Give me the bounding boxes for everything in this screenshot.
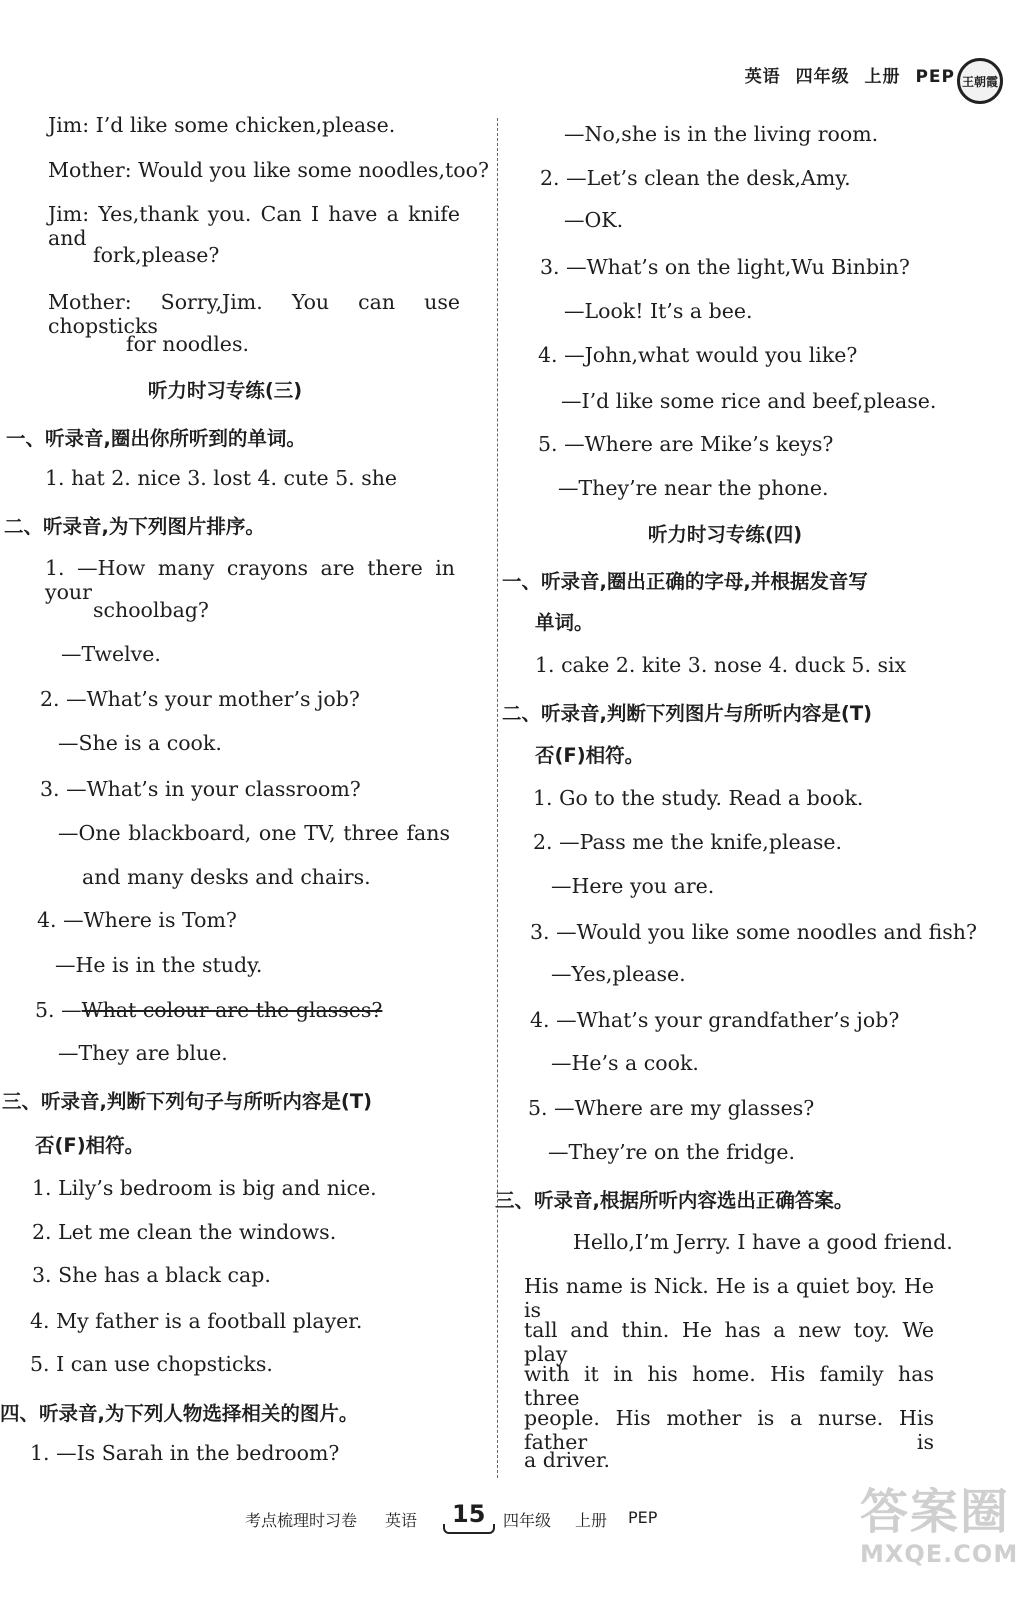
statement-line: 5. I can use chopsticks. (30, 1352, 273, 1376)
dialog-line: 1. —How many crayons are there in your (45, 556, 455, 604)
dialog-line: schoolbag? (93, 598, 209, 622)
dialog-line: for noodles. (126, 332, 249, 356)
statement-line: 1. Go to the study. Read a book. (533, 786, 864, 810)
question-heading: 二、听录音,为下列图片排序。 (4, 515, 265, 538)
footer-volume: 上册 (575, 1511, 608, 1530)
logo-text: 王朝霞 (961, 74, 998, 89)
publisher-logo (957, 58, 1003, 104)
header-volume: 上册 (864, 67, 901, 87)
dialog-line: —Twelve. (61, 642, 161, 666)
dialog-line: Mother: Would you like some noodles,too? (48, 158, 489, 182)
statement-line: 4. My father is a football player. (30, 1309, 363, 1333)
page-number-brace (443, 1524, 495, 1534)
dialog-line: —They’re near the phone. (558, 476, 829, 500)
question-heading: 一、听录音,圈出你所听到的单词。 (6, 427, 306, 450)
paragraph-line: with it in his home. His family has three (524, 1362, 934, 1410)
dialog-line: 5. —Where are my glasses? (528, 1096, 815, 1120)
question-heading: 一、听录音,圈出正确的字母,并根据发音写 (502, 570, 868, 593)
dialog-line: —They’re on the fridge. (548, 1140, 796, 1164)
dialog-line: 2. —Pass me the knife,please. (533, 830, 843, 854)
dialog-line: 4. —Where is Tom? (37, 908, 237, 932)
watermark (860, 1484, 1019, 1580)
word-list: 1. cake 2. kite 3. nose 4. duck 5. six (535, 653, 907, 677)
question-heading: 单词。 (535, 611, 594, 634)
dialog-line: —He is in the study. (55, 953, 263, 977)
item-number: 5. — (35, 998, 82, 1022)
dialog-line: 5. —Where are Mike’s keys? (538, 432, 834, 456)
footer-book-title: 考点梳理时习卷 (245, 1511, 358, 1530)
dialog-line: 1. —Is Sarah in the bedroom? (30, 1441, 340, 1465)
dialog-line (35, 998, 382, 1022)
page-header (737, 62, 955, 87)
struck-text: What colour are the glasses? (81, 998, 383, 1022)
section-title-3: 听力时习专练(三) (147, 379, 303, 402)
dialog-line: 3. —Would you like some noodles and fish? (530, 920, 977, 944)
dialog-line: 3. —What’s on the light,Wu Binbin? (540, 255, 910, 279)
footer-subject: 英语 (385, 1511, 418, 1530)
question-heading: 否(F)相符。 (35, 1134, 145, 1157)
question-heading: 二、听录音,判断下列图片与所听内容是(T) (502, 702, 873, 725)
dialog-line: —One blackboard, one TV, three fans (58, 821, 450, 845)
dialog-line: —OK. (564, 208, 624, 232)
footer-grade: 四年级 (503, 1511, 552, 1530)
statement-line: 2. Let me clean the windows. (32, 1220, 337, 1244)
dialog-line: fork,please? (93, 243, 220, 267)
dialog-line: and many desks and chairs. (82, 865, 371, 889)
paragraph-line: Hello,I’m Jerry. I have a good friend. (573, 1230, 953, 1254)
paragraph-line: His name is Nick. He is a quiet boy. He is (524, 1274, 934, 1322)
question-heading: 否(F)相符。 (535, 744, 645, 767)
dialog-line: 4. —John,what would you like? (538, 343, 858, 367)
question-heading: 三、听录音,根据所听内容选出正确答案。 (495, 1189, 854, 1212)
dialog-line: Mother: Sorry,Jim. You can use chopsticks (48, 290, 460, 338)
header-edition: PEP (915, 67, 955, 87)
dialog-line: —I’d like some rice and beef,please. (561, 389, 937, 413)
dialog-line: —Yes,please. (551, 962, 686, 986)
dialog-line: Jim: I’d like some chicken,please. (48, 113, 396, 137)
dialog-line: 2. —Let’s clean the desk,Amy. (540, 166, 851, 190)
word-list: 1. hat 2. nice 3. lost 4. cute 5. she (45, 466, 398, 490)
watermark-bottom: MXQE.COM (860, 1540, 1019, 1568)
dialog-line: Jim: Yes,thank you. Can I have a knife and (48, 202, 460, 250)
dialog-line: —Here you are. (551, 874, 715, 898)
question-heading: 三、听录音,判断下列句子与所听内容是(T) (2, 1090, 373, 1113)
section-title-4: 听力时习专练(四) (647, 523, 803, 546)
dialog-line: 3. —What’s in your classroom? (40, 777, 361, 801)
dialog-line: —Look! It’s a bee. (564, 299, 753, 323)
dialog-line: —She is a cook. (58, 731, 222, 755)
paragraph-line: tall and thin. He has a new toy. We play (524, 1318, 934, 1366)
page-number: 15 (452, 1500, 486, 1528)
dialog-line: —They are blue. (58, 1041, 228, 1065)
header-grade: 四年级 (795, 67, 850, 87)
dialog-line: —No,she is in the living room. (564, 122, 879, 146)
statement-line: 3. She has a black cap. (32, 1263, 271, 1287)
question-heading: 四、听录音,为下列人物选择相关的图片。 (0, 1402, 359, 1425)
paragraph-line: people. His mother is a nurse. His father is (524, 1406, 934, 1454)
dialog-line: —He’s a cook. (551, 1051, 699, 1075)
paragraph-line: a driver. (524, 1448, 610, 1472)
watermark-top: 答案圈 (860, 1484, 1011, 1540)
dialog-line: 2. —What’s your mother’s job? (40, 687, 360, 711)
dialog-line: 4. —What’s your grandfather’s job? (530, 1008, 900, 1032)
column-divider (497, 118, 498, 1478)
footer-edition: PEP (628, 1508, 658, 1527)
header-subject: 英语 (744, 67, 781, 87)
statement-line: 1. Lily’s bedroom is big and nice. (32, 1176, 377, 1200)
